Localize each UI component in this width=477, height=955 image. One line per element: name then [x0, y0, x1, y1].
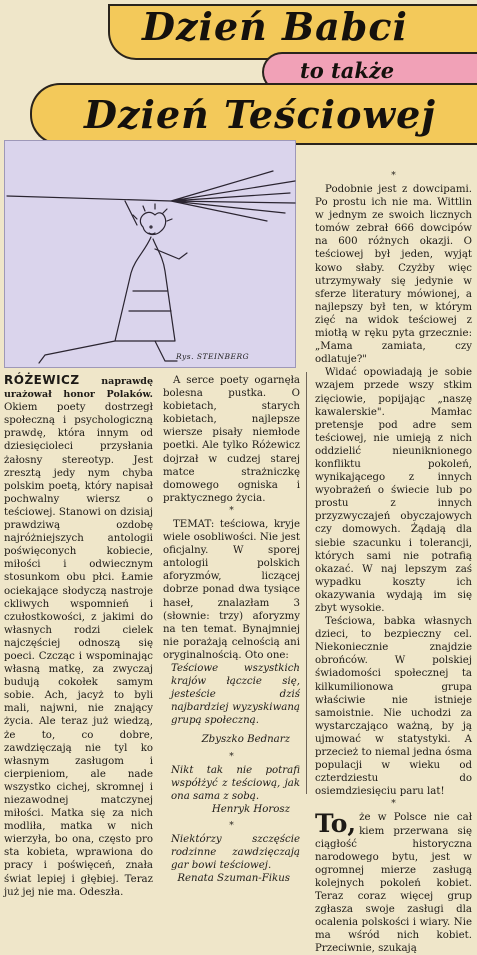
- line: która innym od dziesięcio: [4, 428, 153, 453]
- line: trafią okazać. W naj: [315, 550, 472, 575]
- line: cierpieniom, ale nade wszy: [4, 768, 153, 793]
- line: ma. Wittlin w jednym ze: [315, 197, 473, 222]
- line: stko cichej, skromnej i nie: [4, 781, 153, 806]
- line: stkim zięciowie, popijając: [315, 380, 472, 405]
- aphorism-author-2: Henryk Horosz: [211, 803, 290, 815]
- line: siebie szacunku i toleran: [315, 537, 457, 549]
- line: lepszym zaś wypadku ko: [315, 563, 472, 588]
- section-star: *: [391, 171, 396, 181]
- paragraph: [163, 374, 300, 505]
- line: ocalenia polskości i wia: [315, 917, 438, 929]
- section-star: *: [391, 799, 396, 810]
- line: zamiata, czy odlatuje?": [315, 341, 472, 366]
- line: kolejnych pokoleń kobiet.: [315, 877, 472, 889]
- lead-tail: naprawdę urażował honor Polaków.: [4, 376, 153, 401]
- line: Teściowa, babka włas: [325, 616, 448, 628]
- paragraph: [315, 811, 472, 955]
- section-star: *: [229, 820, 234, 831]
- line: obrońców. W polskiej: [315, 655, 472, 667]
- line: Podobnie jest z dowci: [325, 184, 444, 195]
- line: ściowej z miotłą w ręku: [315, 314, 472, 340]
- line: ciągłość historyczna: [315, 838, 472, 850]
- aphorism-author-3: Renata Szuman-Fikus: [177, 873, 290, 885]
- line: nych dzieci, to bezpieczny: [315, 616, 472, 641]
- line: sta kobieta, wprawiona do: [4, 847, 153, 859]
- line: z nich oddzielić nieunik: [315, 432, 472, 457]
- line: nień i czułostkowości, z ja: [4, 598, 154, 623]
- line: swoich licznych tomów: [315, 210, 472, 235]
- line: bowi teściowej.: [191, 860, 272, 872]
- line: ści. Matka się za nich mo: [4, 808, 153, 833]
- line: cie dziś najbardziej wy: [171, 689, 300, 714]
- line: istnie. Nie uchodzi za wy: [315, 707, 472, 732]
- column-2: [163, 374, 300, 885]
- line: Różewicz dojrzał w cudzej: [163, 440, 300, 465]
- line: „naszę kawalerskie". Mam: [315, 393, 472, 418]
- line: Teraz coraz więcej grup: [315, 890, 472, 902]
- line: reotyp. Jest zresztą jedy: [4, 454, 153, 479]
- line: przecież to niemal jedna: [315, 747, 445, 759]
- paragraph: [315, 183, 472, 366]
- line: po prostu z innych przy: [315, 485, 472, 523]
- line: Okiem poety dostrzegł społeczną: [4, 402, 153, 427]
- line: samym sobie. Ach, jacyż: [4, 677, 153, 702]
- line: wiersz o teściowej. Stano: [4, 493, 153, 518]
- line: Nikt tak nie potrafi: [171, 764, 300, 776]
- line: ona sama z sobą.: [171, 790, 260, 802]
- line: na ten temat. Bynajmniej: [163, 623, 300, 635]
- line: pyta grzecznie: „Mama: [315, 328, 472, 353]
- section-star: *: [229, 751, 234, 762]
- line: oryginalnością. Oto one:: [163, 649, 289, 661]
- line: starej matce strażniczkę: [163, 453, 300, 478]
- line: A serce poety ogarnęła: [173, 375, 300, 386]
- line: biet. Przeciwnie, szukają: [315, 930, 472, 955]
- line: bre, zawdzięczają nie tyl: [4, 729, 153, 754]
- line: a najlepszy był ten, w: [315, 288, 472, 313]
- line: kowo słaby. Czyżby więc: [315, 262, 472, 274]
- line: TEMAT: teściowa, kryje: [173, 518, 300, 530]
- line: który napisał pochwalny: [4, 480, 153, 505]
- line: narodowego bytu, jest w: [315, 851, 472, 863]
- line: ozdobę najróżniejszych an: [4, 520, 153, 545]
- line: tach, starych kobietach,: [163, 401, 300, 426]
- aphorism-2: [163, 764, 300, 803]
- line: się poeci. Czcząc i wspo: [4, 637, 153, 662]
- line: 600 różnych okazji. O teś: [315, 236, 472, 261]
- paragraph: [315, 615, 472, 798]
- line: zebrał 666 dowcipów na: [315, 223, 472, 248]
- line: ciowej był jeden, wyjąt: [330, 249, 472, 261]
- line: bie wzajem przede wszy: [315, 367, 472, 392]
- line: Teściowe wszystkich: [171, 662, 300, 674]
- illustration-credit: Rys. STEINBERG: [176, 352, 250, 361]
- line: już wiedzą, że to, co do: [4, 716, 153, 741]
- paragraph: [163, 518, 300, 662]
- line: tologii poświęconych ko: [4, 533, 153, 558]
- aphorism-author-1: Zbyszko Bednarz: [201, 734, 290, 746]
- line: i psychologiczną prawdę,: [4, 415, 153, 440]
- line: zyskiwaną grupą społecz: [171, 702, 300, 727]
- line: szty ich okazywania wydа: [315, 576, 472, 601]
- line: od czterdziestu do osiem: [315, 760, 472, 798]
- line: wynikającego z innych: [315, 472, 472, 484]
- line: niemłode poetki. Ale tylko: [163, 427, 300, 452]
- line: ósma populacji w wieku: [315, 747, 472, 772]
- headline-line-2: to także: [300, 58, 395, 83]
- column-1: [4, 374, 153, 899]
- line: świadomości społecznej ta: [315, 668, 472, 680]
- line: ry. Nie ma wśród nich ko: [315, 917, 472, 942]
- column-divider: [306, 372, 307, 794]
- line: wiele osobliwości. Nie jest: [163, 532, 300, 544]
- line: tycznego życia.: [186, 492, 266, 504]
- line: krajów łączcie się, jesteś: [171, 676, 300, 701]
- line: znający życia. Ale teraz: [4, 703, 153, 728]
- broom-woman-drawing: [5, 141, 297, 369]
- paragraph: [315, 366, 472, 615]
- line: że w Polsce nie cał: [359, 812, 472, 824]
- line: pami. Po prostu ich nie: [315, 184, 472, 209]
- line: kimi do własnych rodzi: [4, 611, 153, 636]
- line: (słownie: trzy) aforyzmy: [163, 610, 300, 622]
- line: Widać opowiadają je so: [325, 367, 457, 379]
- line: kiem przerwana się: [359, 825, 472, 837]
- line: raz już jej nie ma. Odeszła.: [4, 873, 153, 898]
- line: pracy i poświęceń, znała: [4, 860, 153, 872]
- headline-line-3: Dzień Teściowej: [84, 92, 437, 137]
- line: łac pretensje pod adre: [315, 406, 472, 431]
- line: sem teściowej, nie umieją: [315, 419, 472, 444]
- aphorism-3: [163, 833, 300, 872]
- line: zwyczaj budują cokołek: [4, 664, 153, 689]
- lead-name: RÓŻEWICZ: [4, 373, 80, 387]
- line: cielek najczęściej odnoszą: [4, 624, 153, 649]
- line: nastroje ckliwych wspom: [4, 585, 153, 610]
- line: wi on dzisiaj prawdziwą: [4, 506, 153, 532]
- line: nym stosunkom obu płci.: [4, 559, 153, 584]
- line: ją im się zbyt wysokie.: [315, 589, 472, 614]
- line: ną.: [243, 715, 259, 727]
- line: ściwie nie istnieje samo: [315, 694, 472, 719]
- line: ogromnej mierze zasługą: [315, 864, 472, 876]
- line: utrzymywały się jedynie w: [315, 275, 472, 287]
- headline-line-1: Dzień Babci: [142, 4, 408, 49]
- line: wyobrażeń o świecie lub: [315, 485, 460, 497]
- line: zawodnej matczynej miło: [4, 795, 153, 820]
- line: Niektórzy szczęście ro: [171, 833, 300, 858]
- line: cji, których sami nie po: [315, 537, 472, 562]
- line: biecie, miłości i odwiecz: [4, 546, 153, 571]
- line: oficjalny. W sporej antolo: [163, 545, 300, 570]
- lead-paragraph: [4, 374, 153, 899]
- line: dziesięciu paru lat!: [345, 786, 445, 798]
- line: nym chyba polskim poetą,: [4, 467, 153, 492]
- line: zwyczajeń obyczajowych: [337, 511, 472, 523]
- line: minając własną matkę, za: [4, 650, 153, 676]
- illustration: [4, 140, 296, 368]
- line: ko własnym zasługom i: [4, 742, 153, 767]
- line: Łamie ociekające słodyczą: [4, 572, 153, 597]
- line: bolesna pustka. O kobie: [163, 388, 300, 413]
- line: czy domowych. Żądają dla: [315, 524, 472, 536]
- line: domowego ogniska i prak: [163, 479, 300, 504]
- section-star: *: [229, 505, 234, 516]
- line: świat lepiej i głębiej. Te: [4, 873, 137, 885]
- line: nionego konfliktu pokoleń,: [315, 445, 472, 470]
- line: tysiące haseł, znalazłam 3: [163, 584, 300, 609]
- line: dzinne zawdzięczają gar: [171, 847, 300, 872]
- line: rzyła, bo ona, często pro: [22, 834, 153, 846]
- line: liczącej dobrze ponad dwa: [163, 571, 300, 596]
- column-3: [315, 170, 472, 955]
- line: którym zięć na widok te: [315, 301, 472, 326]
- line: cel. Niekoniecznie znajdzie: [315, 629, 472, 654]
- line: najlepsze wiersze pisały: [163, 414, 300, 439]
- aphorism-1: [163, 662, 300, 727]
- drop-cap: To,: [315, 809, 357, 839]
- line: leci przysłania żałosny ste: [4, 441, 153, 466]
- line: starczająco ważną, by ją: [329, 720, 472, 732]
- line: współżyć z teściową, jak: [171, 777, 300, 789]
- line: gii polskich aforyzmów,: [163, 558, 300, 583]
- line: nie porażają celnością ani: [163, 636, 300, 648]
- line: to byli mali, najwni, nie: [4, 690, 153, 715]
- line: zgłasza swoje zasługi dla: [315, 904, 472, 916]
- line: sferze literatury mówionej,: [315, 288, 466, 300]
- line: dliła, matka w nich wie: [4, 821, 153, 846]
- line: kilkumilionowa grupa wła: [315, 681, 472, 706]
- line: ujmować w statystyki. A: [315, 733, 472, 745]
